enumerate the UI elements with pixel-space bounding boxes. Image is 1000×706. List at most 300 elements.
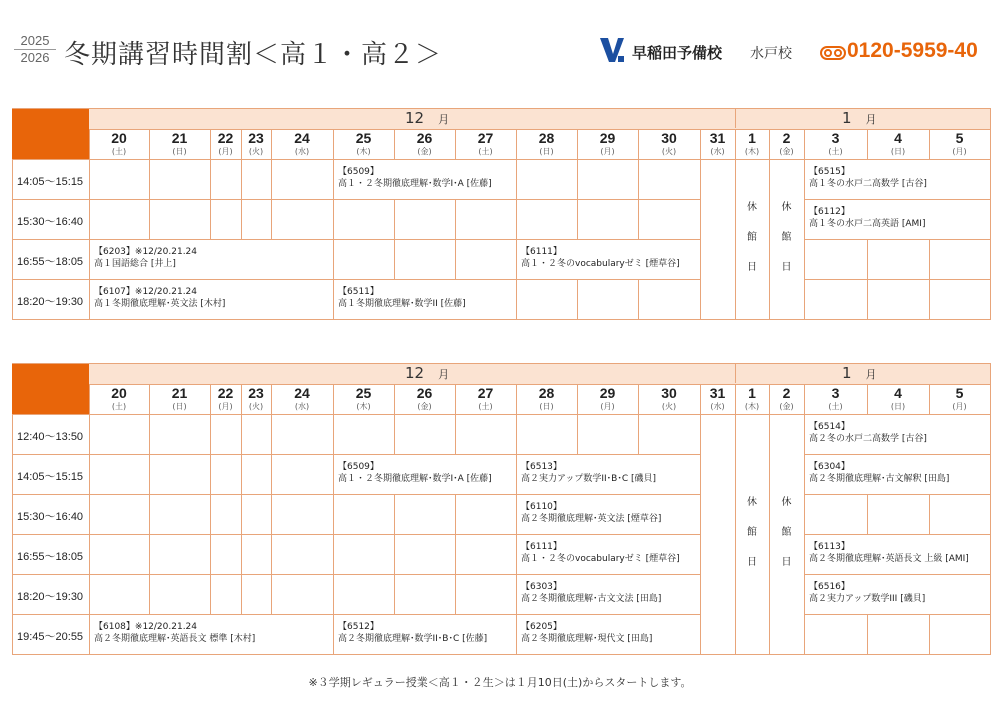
grid-line [12, 199, 700, 200]
class-entry[interactable] [521, 541, 680, 565]
class-name: 高２冬期徹底理解･英文法 [煙草谷] [521, 514, 662, 524]
grid-line [241, 384, 242, 414]
grid-line [516, 239, 517, 279]
weekday-label: (金) [417, 147, 432, 156]
grid-line [929, 279, 930, 319]
grid-line [394, 199, 395, 239]
class-entry[interactable] [809, 541, 969, 565]
grid-line [638, 159, 639, 199]
day-number: 3 [831, 130, 840, 146]
grid-line [12, 494, 700, 495]
grid-line [638, 384, 639, 414]
day-number: 24 [294, 130, 310, 146]
grid-line [700, 574, 701, 614]
grid-line [271, 414, 272, 454]
class-entry[interactable] [94, 286, 225, 310]
class-entry[interactable] [521, 461, 656, 485]
weekday-label: (水) [710, 147, 725, 156]
grid-line [735, 363, 736, 383]
grid-line [700, 614, 701, 654]
time-slot-label: 12:40〜13:50 [17, 431, 84, 443]
grid-line [210, 534, 211, 574]
closed-day-char: 日 [781, 262, 792, 273]
month-number: 1 [842, 364, 852, 382]
grid-line [89, 574, 90, 614]
class-code: 【6205】 [521, 622, 562, 632]
month-unit: 月 [438, 368, 450, 381]
grid-line [700, 414, 701, 454]
class-name: 高２冬期徹底理解･数学II･B･C [佐藤] [338, 634, 488, 644]
class-code: 【6111】 [521, 247, 562, 257]
weekday-label: (火) [661, 402, 677, 411]
closed-day-char: 館 [747, 527, 757, 538]
grid-line [12, 279, 700, 280]
grid-line [89, 414, 90, 454]
class-entry[interactable] [809, 461, 949, 485]
class-name: 高１冬の水戸二高英語 [AMI] [809, 219, 926, 229]
grid-line [89, 199, 90, 239]
grid-line [804, 614, 805, 654]
class-entry[interactable] [521, 581, 661, 605]
grid-line [210, 494, 211, 534]
grid-line [735, 614, 736, 654]
page-title: 冬期講習時間割＜高１・高２＞ [64, 40, 443, 70]
grid-line [804, 129, 805, 159]
weekday-label: (水) [294, 402, 310, 411]
weekday-label: (水) [710, 402, 725, 411]
class-code: 【6515】 [809, 167, 850, 177]
grid-line [700, 129, 701, 159]
grid-line [516, 454, 517, 494]
grid-line [516, 384, 517, 414]
grid-line [149, 159, 150, 199]
grid-line [241, 534, 242, 574]
grid-line [210, 384, 211, 414]
class-name: 高１・２冬のvocabularyゼミ [煙草谷] [521, 554, 680, 564]
day-number: 4 [894, 130, 902, 146]
grid-line [210, 454, 211, 494]
weekday-label: (木) [744, 402, 760, 411]
time-slot-label: 19:45〜20:55 [17, 631, 84, 643]
grid-line [210, 199, 211, 239]
grid-line [89, 534, 90, 574]
month-number: 1 [842, 109, 852, 127]
grid-line [804, 199, 990, 200]
class-entry[interactable] [809, 581, 925, 605]
grid-line [333, 494, 334, 534]
grid-line [210, 414, 211, 454]
class-name: 高１冬期徹底理解･数学II [佐藤] [338, 299, 466, 309]
grid-line [12, 414, 991, 415]
grid-line [516, 129, 517, 159]
grid-line [867, 279, 868, 319]
day-number: 29 [599, 385, 616, 401]
time-slot-label: 14:05〜15:15 [17, 471, 84, 483]
grid-line [89, 239, 90, 279]
weekday-label: (月) [952, 402, 967, 411]
grid-line [333, 129, 334, 159]
grid-line [271, 574, 272, 614]
grid-line [804, 614, 990, 615]
grid-line [769, 614, 770, 654]
grid-line [210, 159, 211, 199]
grid-line [735, 574, 736, 614]
class-code: 【6110】 [521, 502, 562, 512]
school-logo-icon [598, 36, 626, 64]
grid-line [12, 239, 700, 240]
day-number: 23 [248, 385, 264, 401]
month-label-january [842, 109, 877, 127]
day-number: 30 [661, 130, 677, 146]
weekday-label: (月) [600, 147, 615, 156]
grid-line [12, 159, 991, 160]
grid-line [12, 363, 991, 364]
grid-line [804, 239, 990, 240]
class-name: 高１・２冬期徹底理解･数学I･A [佐藤] [338, 179, 492, 189]
month-unit: 月 [438, 113, 450, 126]
closed-day-char: 休 [781, 497, 792, 508]
weekday-label: (火) [248, 147, 264, 156]
grid-line [455, 384, 456, 414]
time-slot-label: 16:55〜18:05 [17, 551, 84, 563]
grid-line [867, 384, 868, 414]
grid-line [577, 279, 578, 319]
grid-line [241, 129, 242, 159]
grid-line [769, 279, 770, 319]
day-number: 20 [111, 130, 127, 146]
class-entry[interactable] [94, 621, 255, 645]
grid-line [516, 159, 517, 199]
grid-line [700, 239, 701, 279]
grid-line [89, 159, 90, 199]
day-number: 23 [248, 130, 264, 146]
month-number: 12 [405, 364, 425, 382]
grid-line [12, 654, 991, 655]
grid-line [394, 494, 395, 534]
closed-day-char: 休 [747, 202, 757, 213]
grid-line [455, 534, 456, 574]
grid-line [577, 414, 578, 454]
class-code: 【6516】 [809, 582, 850, 592]
weekday-label: (水) [294, 147, 310, 156]
class-code: 【6514】 [809, 422, 850, 432]
weekday-label: (木) [356, 402, 371, 411]
footer-note: ※３学期レギュラー授業＜高１・２生＞は１月10日(土)からスタートします。 [308, 676, 692, 689]
day-number: 26 [416, 385, 433, 401]
grid-line [638, 129, 639, 159]
class-code: 【6509】 [338, 462, 379, 472]
grid-line [804, 199, 805, 239]
grid-line [577, 384, 578, 414]
grid-line [271, 129, 272, 159]
month-label-january [842, 364, 877, 382]
grid-line [455, 129, 456, 159]
grid-line [241, 454, 242, 494]
year-end: 2026 [20, 50, 50, 65]
class-name: 高２実力アップ数学II･B･C [磯貝] [521, 474, 657, 484]
grid-line [577, 159, 578, 199]
class-code: 【6513】 [521, 462, 562, 472]
grid-line [769, 129, 770, 159]
grid-line [804, 494, 805, 534]
grid-line [271, 454, 272, 494]
weekday-label: (土) [828, 402, 843, 411]
closed-day-char: 日 [781, 557, 792, 568]
weekday-label: (金) [779, 147, 794, 156]
weekday-label: (土) [111, 147, 127, 156]
branch-name: 水戸校 [750, 46, 792, 62]
day-number: 25 [355, 385, 372, 401]
grid-line [735, 414, 736, 454]
weekday-label: (日) [172, 147, 187, 156]
class-code: 【6112】 [809, 207, 850, 217]
month-unit: 月 [865, 368, 877, 381]
class-code: 【6107】※12/20.21.24 [94, 287, 198, 297]
grid-line [804, 384, 805, 414]
grid-line [333, 574, 334, 614]
grid-line [990, 108, 991, 320]
year-range [14, 33, 56, 66]
month-label-december [405, 364, 449, 382]
grid-line [455, 494, 456, 534]
grid-line [271, 384, 272, 414]
grid-line [271, 534, 272, 574]
grid-line [804, 454, 990, 455]
day-number: 24 [294, 385, 310, 401]
class-code: 【6203】※12/20.21.24 [94, 247, 198, 257]
closed-day-label [769, 193, 804, 283]
grid-line [394, 384, 395, 414]
weekday-label: (木) [744, 147, 760, 156]
time-slot-label: 16:55〜18:05 [17, 256, 84, 268]
class-entry[interactable] [521, 246, 680, 270]
class-entry[interactable] [809, 421, 927, 445]
grid-line [333, 454, 334, 494]
grid-line [804, 534, 990, 535]
grid-line [149, 454, 150, 494]
grid-line [333, 199, 334, 239]
grid-line [12, 454, 700, 455]
grid-line [210, 129, 211, 159]
day-number: 31 [709, 130, 726, 146]
day-number: 4 [894, 385, 902, 401]
class-entry[interactable] [809, 206, 925, 230]
grid-line [271, 159, 272, 199]
weekday-label: (土) [111, 402, 127, 411]
class-name: 高１・２冬期徹底理解･数学I･A [佐藤] [338, 474, 492, 484]
class-name: 高２冬期徹底理解･英語長文 上級 [AMI] [809, 554, 969, 564]
class-code: 【6108】※12/20.21.24 [94, 622, 198, 632]
grid-line [149, 414, 150, 454]
grid-line [769, 384, 770, 414]
class-name: 高２冬期徹底理解･現代文 [田島] [521, 634, 653, 644]
weekday-label: (火) [248, 402, 264, 411]
time-slot-label: 15:30〜16:40 [17, 511, 84, 523]
grid-line [700, 384, 701, 414]
grid-line [394, 534, 395, 574]
day-number: 1 [748, 385, 756, 401]
grid-line [455, 199, 456, 239]
grid-line [394, 129, 395, 159]
grid-line [333, 384, 334, 414]
grid-line [804, 239, 805, 279]
weekday-label: (土) [478, 402, 493, 411]
grid-line [333, 414, 334, 454]
closed-day-char: 休 [747, 497, 757, 508]
grid-line [89, 129, 90, 159]
class-name: 高２冬期徹底理解･英語長文 標準 [木村] [94, 634, 256, 644]
grid-line [149, 534, 150, 574]
weekday-label: (木) [356, 147, 371, 156]
free-dial-icon [820, 45, 846, 61]
grid-line [577, 129, 578, 159]
grid-line [333, 239, 334, 279]
time-slot-label: 14:05〜15:15 [17, 176, 84, 188]
class-code: 【6512】 [338, 622, 379, 632]
class-code: 【6113】 [809, 542, 850, 552]
grid-line [804, 279, 990, 280]
grid-line [241, 494, 242, 534]
grid-line [804, 574, 990, 575]
closed-day-char: 館 [781, 527, 792, 538]
grid-line [804, 574, 805, 614]
day-number: 5 [955, 130, 964, 146]
class-entry[interactable] [94, 246, 197, 270]
closed-day-char: 館 [781, 232, 792, 243]
class-name: 高２冬期徹底理解･古文文法 [田島] [521, 594, 662, 604]
grid-line [333, 159, 334, 199]
grid-line [929, 494, 930, 534]
closed-day-char: 館 [747, 232, 757, 243]
day-number: 28 [538, 130, 555, 146]
grid-line [149, 494, 150, 534]
grid-line [516, 614, 517, 654]
class-code: 【6303】 [521, 582, 562, 592]
grid-line [929, 614, 930, 654]
weekday-label: (日) [539, 147, 554, 156]
grid-line [333, 614, 334, 654]
grid-line [867, 494, 868, 534]
weekday-label: (日) [539, 402, 554, 411]
closed-day-label [769, 488, 804, 578]
grid-line [394, 574, 395, 614]
day-number: 22 [217, 130, 234, 146]
class-entry[interactable] [338, 166, 492, 190]
grid-line [638, 199, 639, 239]
grid-line [735, 384, 736, 414]
grid-line [804, 534, 805, 574]
weekday-label: (金) [779, 402, 794, 411]
day-number: 25 [355, 130, 372, 146]
grid-line [149, 129, 150, 159]
class-name: 高１冬の水戸二高数学 [古谷] [809, 179, 927, 189]
closed-day-char: 休 [781, 202, 792, 213]
grid-line [638, 414, 639, 454]
grid-line [455, 574, 456, 614]
grid-line [804, 494, 990, 495]
grid-line [700, 534, 701, 574]
weekday-label: (火) [661, 147, 677, 156]
weekday-label: (月) [600, 402, 615, 411]
grid-line [149, 384, 150, 414]
closed-day-char: 日 [747, 262, 757, 273]
time-slot-label: 18:20〜19:30 [17, 591, 84, 603]
weekday-label: (月) [952, 147, 967, 156]
phone-number[interactable]: 0120-5959-40 [847, 39, 978, 62]
month-unit: 月 [865, 113, 877, 126]
weekday-label: (土) [828, 147, 843, 156]
grid-line [700, 279, 701, 319]
weekday-label: (日) [890, 402, 906, 411]
grid-line [516, 414, 517, 454]
grid-line [867, 614, 868, 654]
grid-line [333, 534, 334, 574]
grid-line [89, 494, 90, 534]
grid-line [394, 414, 395, 454]
grade-label [12, 363, 89, 414]
class-code: 【6511】 [338, 287, 379, 297]
class-entry[interactable] [521, 621, 652, 645]
day-number: 27 [477, 130, 494, 146]
class-code: 【6304】 [809, 462, 850, 472]
weekday-label: (月) [218, 147, 233, 156]
day-number: 29 [599, 130, 616, 146]
time-slot-label: 15:30〜16:40 [17, 216, 84, 228]
weekday-label: (金) [417, 402, 432, 411]
grid-line [12, 574, 700, 575]
school-name: 早稲田予備校 [632, 44, 723, 62]
class-entry[interactable] [809, 166, 927, 190]
grid-line [735, 279, 736, 319]
grid-line [577, 199, 578, 239]
grid-line [700, 494, 701, 534]
day-number: 2 [782, 385, 791, 401]
grade-label [12, 108, 89, 159]
grid-line [12, 108, 991, 109]
day-number: 5 [955, 385, 964, 401]
grid-line [804, 279, 805, 319]
year-start: 2025 [14, 33, 56, 50]
grid-line [241, 199, 242, 239]
grid-line [929, 129, 930, 159]
class-entry[interactable] [338, 621, 487, 645]
grid-line [12, 614, 700, 615]
grid-line [516, 279, 517, 319]
day-number: 20 [111, 385, 127, 401]
grid-line [769, 574, 770, 614]
class-entry[interactable] [338, 286, 466, 310]
class-entry[interactable] [521, 501, 661, 525]
grid-line [241, 159, 242, 199]
grid-line [769, 414, 770, 454]
closed-day-char: 日 [747, 557, 757, 568]
class-name: 高１・２冬のvocabularyゼミ [煙草谷] [521, 259, 680, 269]
grid-line [333, 279, 334, 319]
class-entry[interactable] [338, 461, 492, 485]
grid-line [241, 574, 242, 614]
weekday-label: (日) [890, 147, 906, 156]
closed-day-label [735, 488, 769, 578]
grid-line [455, 414, 456, 454]
grid-line [149, 199, 150, 239]
grid-line [271, 494, 272, 534]
month-number: 12 [405, 109, 425, 127]
grid-line [735, 108, 736, 128]
grid-line [89, 614, 90, 654]
grid-line [271, 199, 272, 239]
class-name: 高１冬期徹底理解･英文法 [木村] [94, 299, 226, 309]
day-number: 28 [538, 385, 555, 401]
